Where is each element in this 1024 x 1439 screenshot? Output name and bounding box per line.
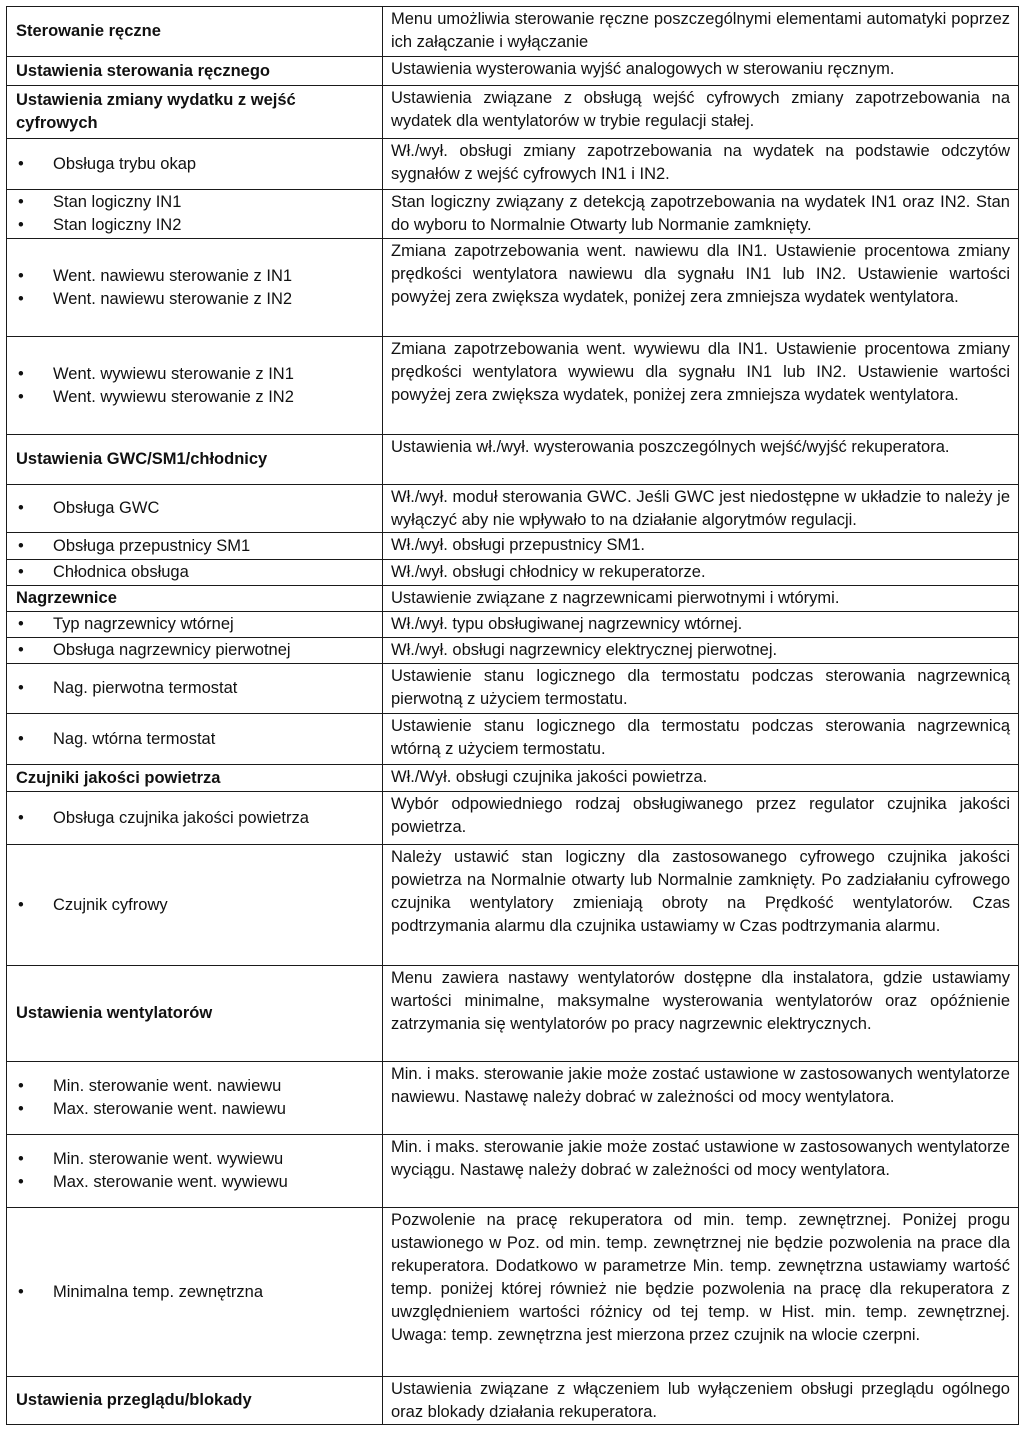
setting-description-cell: Wł./wył. typu obsługiwanej nagrzewnicy wtórnej.	[383, 612, 1019, 638]
bullet-icon: •	[18, 1282, 24, 1301]
setting-name-cell	[7, 485, 383, 533]
section-heading: Ustawienia wentylatorów	[16, 1004, 213, 1022]
setting-description-cell: Ustawienia związane z obsługą wejść cyfrowych zmiany zapotrzebowania na wydatek dla wentylatorów w trybie regulacji stałej.	[383, 86, 1019, 139]
setting-name-cell	[7, 1135, 383, 1208]
bullet-icon: •	[18, 808, 24, 827]
setting-name-cell	[7, 1062, 383, 1135]
setting-description-cell: Zmiana zapotrzebowania went. wywiewu dla IN1. Ustawienie procentowa zmiany prędkości wentylatora wywiewu dla sygnału IN1 lub IN2. Ustawienie wartości powyżej zera zwiększa wydatek, poniżej zera zmniejsza wydatek wentylatora.	[383, 337, 1019, 435]
bullet-icon: •	[18, 679, 24, 697]
bullet-item	[16, 728, 374, 751]
bullet-item	[16, 288, 374, 311]
setting-name-cell	[7, 714, 383, 765]
bullet-icon: •	[18, 641, 24, 659]
bullet-item	[16, 497, 374, 520]
bullet-icon: •	[18, 193, 24, 211]
bullet-text: Min. sterowanie went. nawiewu	[53, 1077, 282, 1095]
setting-name-cell	[7, 435, 383, 485]
table-row	[7, 337, 1019, 435]
setting-description-cell: Ustawienie związane z nagrzewnicami pierwotnymi i wtórymi.	[383, 586, 1019, 612]
table-row	[7, 435, 1019, 485]
setting-description-cell: Wł./Wył. obsługi czujnika jakości powietrza.	[383, 765, 1019, 792]
setting-description-cell: Wł./wył. obsługi przepustnicy SM1.	[383, 533, 1019, 560]
table-row	[7, 765, 1019, 792]
setting-name-cell	[7, 792, 383, 845]
table-row	[7, 57, 1019, 86]
setting-description-cell: Ustawienia związane z włączeniem lub wyłączeniem obsługi przeglądu ogólnego oraz blokady działania rekuperatora.	[383, 1377, 1019, 1425]
bullet-item	[16, 1098, 374, 1121]
section-heading: Ustawienia sterowania ręcznego	[16, 61, 271, 80]
setting-name-cell	[7, 765, 383, 792]
table-row	[7, 1062, 1019, 1135]
bullet-text: Nag. wtórna termostat	[53, 729, 216, 748]
setting-description-cell: Zmiana zapotrzebowania went. nawiewu dla IN1. Ustawienie procentowa zmiany prędkości wentylatora nawiewu dla sygnału IN1 lub IN2. Ustawienie wartości powyżej zera zwiększa wydatek, poniżej zera zmniejsza wydatek wentylatora.	[383, 239, 1019, 337]
setting-name-cell	[7, 57, 383, 86]
bullet-text: Nag. pierwotna termostat	[53, 679, 238, 697]
setting-description-cell: Min. i maks. sterowanie jakie może zostać ustawione w zastosowanych wentylatorze nawiewu. Nastawę należy dobrać w zależności od mocy wentylatora.	[383, 1062, 1019, 1135]
section-heading: Sterowanie ręczne	[16, 22, 161, 40]
bullet-text: Max. sterowanie went. nawiewu	[53, 1100, 286, 1118]
section-heading: Ustawienia zmiany wydatku z wejść cyfrowych	[16, 91, 296, 132]
table-row	[7, 1377, 1019, 1425]
bullet-icon: •	[18, 536, 24, 555]
bullet-icon: •	[18, 615, 24, 633]
setting-description-cell: Wł./wył. obsługi chłodnicy w rekuperatorze.	[383, 560, 1019, 586]
bullet-item	[16, 386, 374, 409]
section-heading: Czujniki jakości powietrza	[16, 768, 221, 787]
section-heading: Ustawienia przeglądu/blokady	[16, 1391, 252, 1409]
bullet-item	[16, 153, 374, 176]
table-row	[7, 7, 1019, 57]
table-row	[7, 845, 1019, 966]
setting-name-cell	[7, 190, 383, 239]
setting-description-cell: Należy ustawić stan logiczny dla zastosowanego cyfrowego czujnika jakości powietrza na Normalnie otwarty lub Normalnie zamknięty. Po zadziałaniu cyfrowego czujnika wentylatory zmieniają obroty na Prędkość wentylatorów. Czas podtrzymania alarmu dla czujnika ustawiamy w Czas podtrzymania alarmu.	[383, 845, 1019, 966]
bullet-icon: •	[18, 154, 24, 173]
bullet-icon: •	[18, 1100, 24, 1118]
bullet-item	[16, 807, 374, 830]
bullet-icon: •	[18, 266, 24, 285]
bullet-text: Went. wywiewu sterowanie z IN1	[53, 364, 294, 383]
section-heading: Ustawienia GWC/SM1/chłodnicy	[16, 450, 268, 468]
bullet-icon: •	[18, 895, 24, 914]
bullet-text: Min. sterowanie went. wywiewu	[53, 1150, 284, 1168]
bullet-item	[16, 1281, 374, 1304]
bullet-icon: •	[18, 1150, 24, 1168]
bullet-text: Obsługa czujnika jakości powietrza	[53, 808, 309, 827]
bullet-text: Max. sterowanie went. wywiewu	[53, 1173, 288, 1191]
section-heading: Nagrzewnice	[16, 589, 117, 607]
bullet-text: Obsługa GWC	[53, 499, 160, 517]
bullet-item	[16, 535, 374, 558]
setting-description-cell: Menu umożliwia sterowanie ręczne poszczególnymi elementami automatyki poprzez ich załączanie i wyłączanie	[383, 7, 1019, 57]
setting-description-cell: Min. i maks. sterowanie jakie może zostać ustawione w zastosowanych wentylatorze wyciągu. Nastawę należy dobrać w zależności od mocy wentylatora.	[383, 1135, 1019, 1208]
setting-description-cell: Wł./wył. obsługi nagrzewnicy elektrycznej pierwotnej.	[383, 638, 1019, 664]
setting-name-cell	[7, 139, 383, 190]
table-row	[7, 586, 1019, 612]
bullet-text: Obsługa nagrzewnicy pierwotnej	[53, 641, 291, 659]
setting-name-cell	[7, 1208, 383, 1377]
setting-description-cell: Wł./wył. obsługi zmiany zapotrzebowania na wydatek na podstawie odczytów sygnałów z wejść cyfrowych IN1 i IN2.	[383, 139, 1019, 190]
table-row	[7, 485, 1019, 533]
bullet-icon: •	[18, 387, 24, 406]
bullet-text: Stan logiczny IN2	[53, 216, 182, 234]
bullet-item	[16, 561, 374, 584]
bullet-text: Czujnik cyfrowy	[53, 895, 168, 914]
table-row	[7, 1208, 1019, 1377]
bullet-icon: •	[18, 1077, 24, 1095]
bullet-icon: •	[18, 216, 24, 234]
setting-name-cell	[7, 845, 383, 966]
table-row	[7, 612, 1019, 638]
bullet-icon: •	[18, 1173, 24, 1191]
setting-name-cell	[7, 664, 383, 714]
setting-description-cell: Ustawienie stanu logicznego dla termostatu podczas sterowania nagrzewnicą pierwotną z użyciem termostatu.	[383, 664, 1019, 714]
table-row	[7, 86, 1019, 139]
bullet-text: Went. nawiewu sterowanie z IN2	[53, 289, 293, 308]
setting-name-cell	[7, 586, 383, 612]
bullet-text: Minimalna temp. zewnętrzna	[53, 1282, 264, 1301]
bullet-text: Obsługa przepustnicy SM1	[53, 536, 251, 555]
table-row	[7, 966, 1019, 1062]
table-row	[7, 533, 1019, 560]
bullet-item	[16, 363, 374, 386]
bullet-icon: •	[18, 289, 24, 308]
bullet-item	[16, 214, 374, 237]
bullet-item	[16, 191, 374, 214]
setting-name-cell	[7, 239, 383, 337]
bullet-text: Obsługa trybu okap	[53, 154, 197, 173]
bullet-item	[16, 1148, 374, 1171]
setting-name-cell	[7, 966, 383, 1062]
bullet-text: Went. wywiewu sterowanie z IN2	[53, 387, 294, 406]
bullet-item	[16, 265, 374, 288]
setting-description-cell: Ustawienia wysterowania wyjść analogowych w sterowaniu ręcznym.	[383, 57, 1019, 86]
table-row	[7, 560, 1019, 586]
bullet-text: Typ nagrzewnicy wtórnej	[53, 615, 234, 633]
table-row	[7, 638, 1019, 664]
table-row	[7, 139, 1019, 190]
setting-name-cell	[7, 612, 383, 638]
setting-description-cell: Stan logiczny związany z detekcją zapotrzebowania na wydatek IN1 oraz IN2. Stan do wyboru to Normalnie Otwarty lub Normanie zamknięty.	[383, 190, 1019, 239]
bullet-item	[16, 613, 374, 636]
bullet-item	[16, 1171, 374, 1194]
setting-description-cell: Pozwolenie na pracę rekuperatora od min. temp. zewnętrznej. Poniżej progu ustawionego w Poz. od min. temp. zewnętrznej nie będzie pozwolenia na prace dla rekuperatora. Dodatkowo w parametrze Min. temp. zewnętrzna ustawiamy wartość temp. poniżej której również nie będzie pozwolenia na pracę dla rekuperatora z uwzględnieniem wartości różnicy od tej temp. w Hist. min. temp. zewnętrznej. Uwaga: temp. zewnętrzna jest mierzona przez czujnik na wlocie czerpni.	[383, 1208, 1019, 1377]
setting-description-cell: Wł./wył. moduł sterowania GWC. Jeśli GWC jest niedostępne w układzie to należy je wyłączyć aby nie wpływało to na działanie algorytmów regulacji.	[383, 485, 1019, 533]
table-row	[7, 664, 1019, 714]
bullet-item	[16, 677, 374, 700]
table-row	[7, 1135, 1019, 1208]
setting-name-cell	[7, 7, 383, 57]
settings-table	[6, 6, 1019, 1425]
setting-description-cell: Ustawienia wł./wył. wysterowania poszczególnych wejść/wyjść rekuperatora.	[383, 435, 1019, 485]
setting-name-cell	[7, 1377, 383, 1425]
setting-name-cell	[7, 533, 383, 560]
table-row	[7, 714, 1019, 765]
settings-table-body	[7, 7, 1019, 1425]
table-row	[7, 792, 1019, 845]
bullet-text: Went. nawiewu sterowanie z IN1	[53, 266, 293, 285]
setting-description-cell: Ustawienie stanu logicznego dla termostatu podczas sterowania nagrzewnicą wtórną z użyciem termostatu.	[383, 714, 1019, 765]
setting-name-cell	[7, 337, 383, 435]
bullet-item	[16, 894, 374, 917]
setting-description-cell: Wybór odpowiedniego rodzaj obsługiwanego przez regulator czujnika jakości powietrza.	[383, 792, 1019, 845]
bullet-icon: •	[18, 364, 24, 383]
setting-description-cell: Menu zawiera nastawy wentylatorów dostępne dla instalatora, gdzie ustawiamy wartości minimalne, maksymalne wysterowania wentylatorów oraz opóźnienie zatrzymania się wentylatorów po pracy nagrzewnic elektrycznych.	[383, 966, 1019, 1062]
bullet-item	[16, 1075, 374, 1098]
bullet-text: Chłodnica obsługa	[53, 563, 189, 581]
setting-name-cell	[7, 638, 383, 664]
bullet-icon: •	[18, 729, 24, 748]
table-row	[7, 239, 1019, 337]
bullet-text: Stan logiczny IN1	[53, 193, 182, 211]
table-row	[7, 190, 1019, 239]
bullet-icon: •	[18, 499, 24, 517]
bullet-icon: •	[18, 563, 24, 581]
setting-name-cell	[7, 560, 383, 586]
bullet-item	[16, 639, 374, 662]
setting-name-cell	[7, 86, 383, 139]
